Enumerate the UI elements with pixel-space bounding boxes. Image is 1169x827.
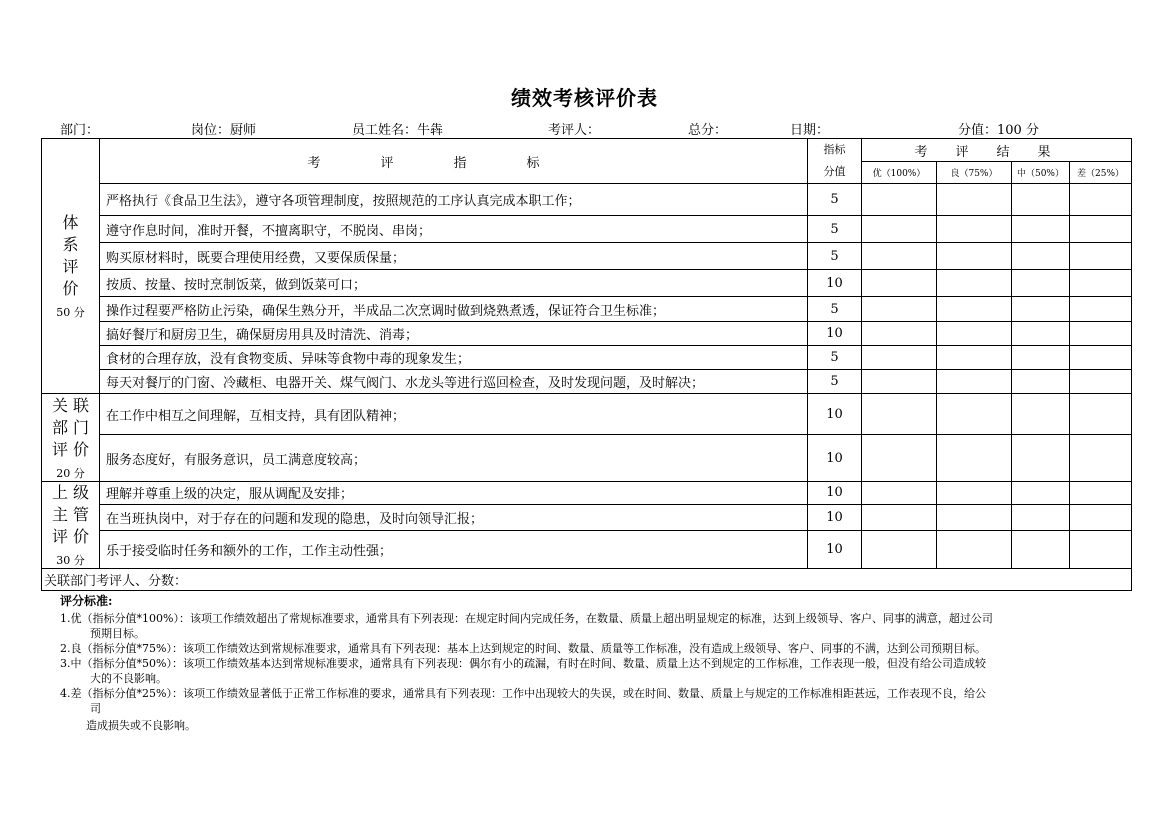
rating-input-cell[interactable] (1012, 270, 1070, 297)
rating-input-cell[interactable] (1070, 216, 1132, 243)
criterion-score: 10 (808, 531, 862, 569)
rating-input-cell[interactable] (1070, 270, 1132, 297)
total-score-field: 总分： (688, 123, 728, 138)
criterion-text: 食材的合理存放，没有食物变质、异味等食物中毒的现象发生； (100, 346, 808, 370)
category-points: 30 分 (56, 554, 85, 567)
max-score-field: 分值：100 分 (958, 123, 1039, 138)
rating-input-cell[interactable] (937, 243, 1012, 270)
rating-input-cell[interactable] (1012, 184, 1070, 216)
rating-input-cell[interactable] (862, 270, 937, 297)
rating-input-cell[interactable] (1070, 394, 1132, 435)
category-name: 系 (62, 235, 79, 254)
rating-input-cell[interactable] (1012, 243, 1070, 270)
rating-input-cell[interactable] (1012, 346, 1070, 370)
rating-input-cell[interactable] (1070, 243, 1132, 270)
rating-input-cell[interactable] (937, 531, 1012, 569)
criterion-score: 5 (808, 184, 862, 216)
score-header-line1: 指标 (823, 143, 846, 156)
rating-input-cell[interactable] (937, 394, 1012, 435)
rating-input-cell[interactable] (1070, 482, 1132, 505)
criterion-text: 在工作中相互之间理解，互相支持，具有团队精神； (100, 394, 808, 435)
standards-heading: 评分标准: (60, 594, 113, 608)
standard-item-cont: 司 (90, 702, 101, 715)
evaluator-field: 考评人： (548, 123, 601, 138)
rating-input-cell[interactable] (937, 322, 1012, 346)
rating-input-cell[interactable] (862, 184, 937, 216)
criterion-text: 搞好餐厅和厨房卫生，确保厨房用具及时清洗、消毒； (100, 322, 808, 346)
rating-input-cell[interactable] (1012, 297, 1070, 322)
criterion-score: 10 (808, 504, 862, 531)
rating-input-cell[interactable] (862, 531, 937, 569)
standard-item: 2.良（指标分值*75%）：该项工作绩效达到常规标准要求，通常具有下列表现：基本上达到规定的时间、数量、质量等工作标准，没有造成上级领导、客户、同事的不满，达到公司预期目标。 (60, 642, 986, 655)
rating-header: 差（25%） (1070, 162, 1132, 184)
rating-input-cell[interactable] (1012, 482, 1070, 505)
criterion-text: 在当班执岗中，对于存在的问题和发现的隐患，及时向领导汇报； (100, 504, 808, 531)
standard-item: 3.中（指标分值*50%）：该项工作绩效基本达到常规标准要求，通常具有下列表现：偶尔有小的疏漏，有时在时间、数量、质量上达不到规定的工作标准，工作表现一般，但没有给公司造成较 (60, 657, 986, 670)
rating-header: 良（75%） (937, 162, 1012, 184)
criterion-score: 10 (808, 394, 862, 435)
criterion-text: 按质、按量、按时烹制饭菜，做到饭菜可口； (100, 270, 808, 297)
position-field: 岗位：厨师 (191, 123, 257, 138)
rating-input-cell[interactable] (937, 346, 1012, 370)
result-header (862, 139, 1132, 162)
criterion-text: 理解并尊重上级的决定，服从调配及安排； (100, 482, 808, 505)
criterion-text: 严格执行《食品卫生法》，遵守各项管理制度，按照规范的工序认真完成本职工作； (100, 184, 808, 216)
category-name: 评 价 (51, 439, 90, 459)
category-name: 评 (62, 257, 79, 276)
criterion-score: 5 (808, 243, 862, 270)
criterion-score: 5 (808, 216, 862, 243)
standard-item: 4.差（指标分值*25%）：该项工作绩效显著低于正常工作标准的要求，通常具有下列表现：工作中出现较大的失误，或在时间、数量、质量上与规定的工作标准相距甚远，工作表现不良，给公 (60, 687, 986, 700)
rating-input-cell[interactable] (937, 184, 1012, 216)
result-header-label: 考评结果 (914, 144, 1079, 160)
category-name: 评 价 (51, 527, 90, 546)
criterion-score: 5 (808, 370, 862, 394)
rating-input-cell[interactable] (862, 435, 937, 482)
evaluation-table (41, 138, 1132, 591)
criterion-text: 乐于接受临时任务和额外的工作，工作主动性强； (100, 531, 808, 569)
criterion-score: 5 (808, 297, 862, 322)
rating-input-cell[interactable] (937, 297, 1012, 322)
rating-input-cell[interactable] (862, 346, 937, 370)
rating-input-cell[interactable] (1012, 322, 1070, 346)
criterion-score: 10 (808, 270, 862, 297)
rating-input-cell[interactable] (862, 482, 937, 505)
rating-input-cell[interactable] (862, 504, 937, 531)
criterion-text: 服务态度好，有服务意识，员工满意度较高； (100, 435, 808, 482)
criterion-text: 操作过程要严格防止污染，确保生熟分开，半成品二次烹调时做到烧熟煮透，保证符合卫生标准； (100, 297, 808, 322)
rating-input-cell[interactable] (1070, 531, 1132, 569)
criteria-header: 考评指标 (100, 139, 808, 184)
criterion-score: 10 (808, 482, 862, 505)
rating-input-cell[interactable] (1012, 370, 1070, 394)
category-cell (42, 394, 100, 482)
rating-input-cell[interactable] (862, 322, 937, 346)
rating-input-cell[interactable] (1070, 297, 1132, 322)
department-field: 部门： (60, 123, 100, 138)
rating-input-cell[interactable] (937, 216, 1012, 243)
criterion-score: 10 (808, 435, 862, 482)
rating-header: 中（50%） (1012, 162, 1070, 184)
footer-evaluator: 关联部门考评人、分数： (42, 569, 1132, 591)
category-name: 主 管 (51, 505, 90, 524)
criterion-text: 每天对餐厅的门窗、冷藏柜、电器开关、煤气阀门、水龙头等进行巡回检查，及时发现问题，及时解决； (100, 370, 808, 394)
score-header-line2: 分值 (823, 165, 846, 178)
rating-input-cell[interactable] (1012, 435, 1070, 482)
category-name: 部 门 (51, 417, 90, 437)
category-name: 上 级 (51, 483, 90, 502)
date-field: 日期： (790, 123, 830, 138)
standards-tail: 造成损失或不良影响。 (86, 719, 196, 732)
rating-input-cell[interactable] (1012, 394, 1070, 435)
category-points: 50 分 (56, 306, 85, 319)
score-header (808, 139, 862, 184)
category-cell (42, 482, 100, 569)
criterion-text: 遵守作息时间，准时开餐，不擅离职守，不脱岗、串岗； (100, 216, 808, 243)
standard-item-cont: 大的不良影响。 (90, 672, 167, 685)
rating-input-cell[interactable] (862, 297, 937, 322)
rating-input-cell[interactable] (937, 370, 1012, 394)
criterion-score: 5 (808, 346, 862, 370)
criterion-score: 10 (808, 322, 862, 346)
rating-input-cell[interactable] (937, 482, 1012, 505)
employee-name-field: 员工姓名：牛犇 (352, 123, 444, 138)
rating-input-cell[interactable] (862, 243, 937, 270)
rating-input-cell[interactable] (937, 270, 1012, 297)
rating-input-cell[interactable] (1070, 184, 1132, 216)
standard-item-cont: 预期目标。 (90, 627, 145, 640)
scoring-standards (60, 594, 1120, 733)
rating-input-cell[interactable] (1070, 322, 1132, 346)
rating-input-cell[interactable] (1070, 504, 1132, 531)
rating-header: 优（100%） (862, 162, 937, 184)
rating-input-cell[interactable] (1070, 346, 1132, 370)
rating-input-cell[interactable] (937, 504, 1012, 531)
rating-input-cell[interactable] (1012, 504, 1070, 531)
rating-input-cell[interactable] (862, 216, 937, 243)
category-cell (42, 139, 100, 394)
category-name: 体 (62, 213, 79, 232)
rating-input-cell[interactable] (1070, 370, 1132, 394)
rating-input-cell[interactable] (937, 435, 1012, 482)
rating-input-cell[interactable] (1012, 531, 1070, 569)
page-title: 绩效考核评价表 (511, 86, 658, 110)
category-points: 20 分 (56, 466, 85, 480)
rating-input-cell[interactable] (862, 370, 937, 394)
standard-item: 1.优（指标分值*100%）：该项工作绩效超出了常规标准要求，通常具有下列表现：在规定时间内完成任务，在数量、质量上超出明显规定的标准，达到上级领导、客户、同事的满意，超过公司 (60, 612, 993, 625)
category-name: 关 联 (51, 395, 90, 415)
category-name: 价 (62, 279, 79, 298)
rating-input-cell[interactable] (1070, 435, 1132, 482)
criterion-text: 购买原材料时，既要合理使用经费，又要保质保量； (100, 243, 808, 270)
rating-input-cell[interactable] (862, 394, 937, 435)
rating-input-cell[interactable] (1012, 216, 1070, 243)
